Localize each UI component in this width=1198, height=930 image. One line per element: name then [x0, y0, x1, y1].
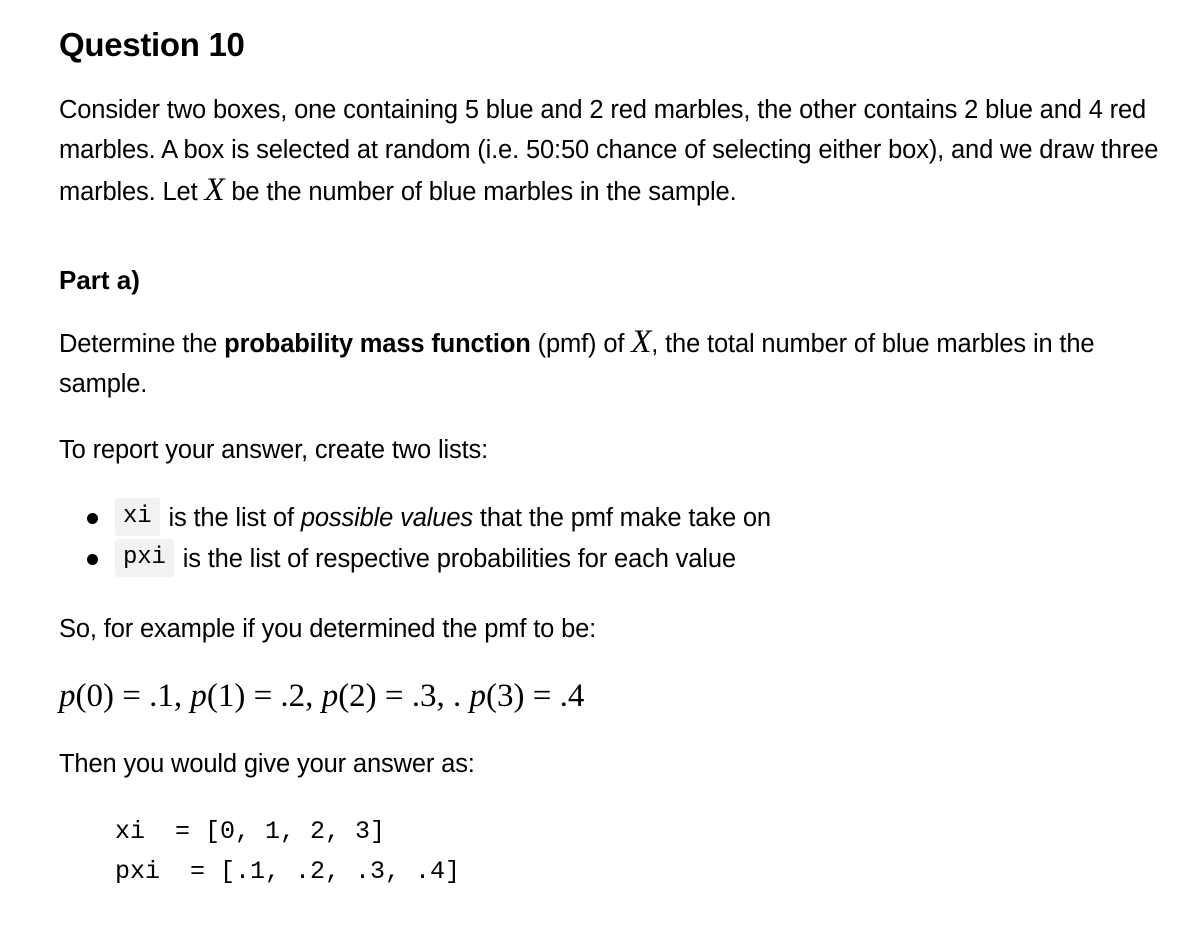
prompt-bold-term: probability mass function — [224, 330, 531, 358]
question-intro — [59, 90, 1184, 212]
bullet-icon — [87, 513, 98, 524]
prompt-text-end: , the total number of blue marbles in the sample. — [59, 330, 1095, 398]
code-line-pxi: pxi = [.1, .2, .3, .4] — [115, 857, 461, 886]
inline-code-pxi: pxi — [115, 539, 174, 577]
prompt-text-middle: (pmf) of — [530, 330, 632, 358]
math-variable-x: X — [204, 172, 225, 208]
example-answer-code — [115, 812, 460, 892]
list-item-text: is the list of respective probabilities for each value — [175, 545, 736, 573]
report-instructions: To report your answer, create two lists: — [59, 436, 489, 464]
answer-format-intro: Then you would give your answer as: — [59, 750, 475, 778]
list-item-emphasis: possible values — [300, 504, 473, 532]
list-item — [59, 539, 771, 580]
pmf-prompt — [59, 322, 1184, 404]
list-item — [59, 498, 771, 539]
answer-lists-description — [59, 498, 771, 580]
list-item-text: is the list of — [161, 504, 301, 532]
example-intro: So, for example if you determined the pmf to be: — [59, 615, 597, 643]
bullet-icon — [87, 554, 98, 565]
example-pmf-formula: p(0) = .1, p(1) = .2, p(2) = .3, . p(3) = .4 — [59, 678, 585, 714]
intro-text-end: be the number of blue marbles in the sample. — [224, 178, 737, 206]
question-title: Question 10 — [59, 26, 245, 63]
code-line-xi: xi = [0, 1, 2, 3] — [115, 817, 386, 846]
math-variable-x: X — [631, 324, 652, 360]
intro-text-start: Consider two boxes, one containing 5 blue and 2 red marbles, the other contains 2 blue and 4 red marbles. A box is selected at random (i.e. 50:50 chance of selecting either box), and we draw three marbles. Let — [59, 96, 1159, 206]
part-a-heading: Part a) — [59, 265, 140, 295]
inline-code-xi: xi — [115, 498, 160, 536]
list-item-text-end: that the pmf make take on — [472, 504, 771, 532]
prompt-text-start: Determine the — [59, 330, 225, 358]
